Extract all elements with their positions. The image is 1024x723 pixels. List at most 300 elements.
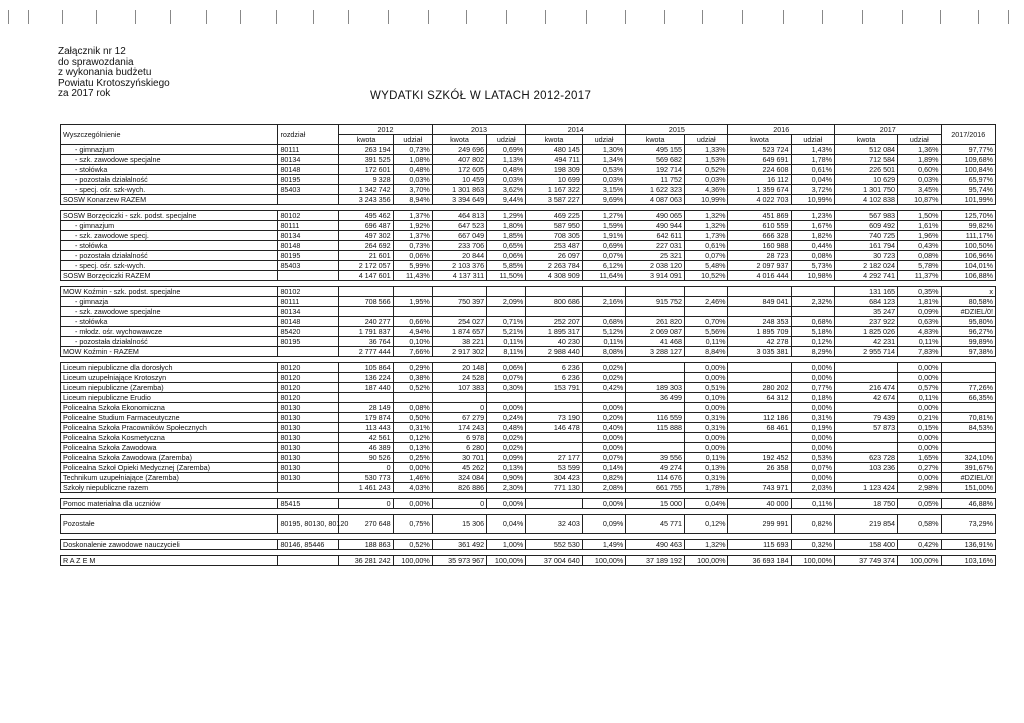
value-cell: 0,51% (685, 383, 728, 393)
value-cell: 0,29% (393, 363, 432, 373)
value-cell: 1,80% (487, 221, 526, 231)
value-cell: 6 280 (432, 443, 486, 453)
value-cell: 233 706 (432, 241, 486, 251)
value-cell: 115 693 (728, 540, 791, 550)
column-header: 2017/2016 (941, 125, 995, 145)
value-cell: 0,05% (898, 499, 941, 509)
value-cell: 57 873 (835, 423, 898, 433)
value-cell: 0,70% (685, 317, 728, 327)
value-cell: 161 794 (835, 241, 898, 251)
value-cell: 10,99% (791, 195, 834, 205)
value-cell: 6 978 (432, 433, 486, 443)
value-cell: 6,12% (582, 261, 625, 271)
value-cell: 18 750 (835, 499, 898, 509)
value-cell: 0,00% (685, 433, 728, 443)
value-cell: 100,00% (898, 556, 941, 566)
value-cell: 125,70% (941, 211, 995, 221)
table-row (61, 453, 996, 463)
table-row (61, 221, 996, 231)
row-label: Doskonalenie zawodowe nauczycieli (61, 540, 278, 550)
value-cell: 609 492 (835, 221, 898, 231)
value-cell: 2 263 784 (526, 261, 583, 271)
value-cell: 0,35% (898, 287, 941, 297)
value-cell: 2 097 937 (728, 261, 791, 271)
value-cell: 0,30% (487, 383, 526, 393)
value-cell: 8,11% (487, 347, 526, 357)
value-cell: 2,03% (791, 483, 834, 493)
value-cell: 0,04% (685, 499, 728, 509)
chapter-cell (278, 271, 339, 281)
value-cell: 10,52% (685, 271, 728, 281)
value-cell (728, 433, 791, 443)
table-row (61, 271, 996, 281)
row-label: Liceum niepubliczne dla dorosłych (61, 363, 278, 373)
value-cell: 53 599 (526, 463, 583, 473)
value-cell: 0,00% (685, 443, 728, 453)
value-cell: 6 236 (526, 363, 583, 373)
value-cell: 100,84% (941, 165, 995, 175)
table-header-years (61, 125, 996, 135)
value-cell: 136,91% (941, 540, 995, 550)
chapter-cell: 85415 (278, 499, 339, 509)
value-cell: 103,16% (941, 556, 995, 566)
value-cell: 0,00% (487, 403, 526, 413)
chapter-cell: 80130 (278, 433, 339, 443)
value-cell: 3,72% (791, 185, 834, 195)
value-cell: 0,00% (791, 443, 834, 453)
table-row (61, 383, 996, 393)
value-cell: 1 123 424 (835, 483, 898, 493)
row-label: SOSW Borzęciczki - szk. podst. specjalne (61, 211, 278, 221)
value-cell: 40 230 (526, 337, 583, 347)
value-cell: 0,53% (791, 453, 834, 463)
value-cell: 4 308 909 (526, 271, 583, 281)
header-line: Załącznik nr 12 (58, 46, 126, 57)
value-cell (526, 393, 583, 403)
value-cell: 79 439 (835, 413, 898, 423)
value-cell: 248 353 (728, 317, 791, 327)
value-cell: 684 123 (835, 297, 898, 307)
value-cell: 0,11% (898, 337, 941, 347)
chapter-cell (278, 483, 339, 493)
value-cell: 0,00% (898, 363, 941, 373)
row-label: - pozostała działalność (61, 251, 278, 261)
value-cell: 65,97% (941, 175, 995, 185)
value-cell: 2,98% (898, 483, 941, 493)
value-cell: 252 207 (526, 317, 583, 327)
value-cell: 1,43% (791, 145, 834, 155)
value-cell (835, 473, 898, 483)
value-cell: #DZIEL/0! (941, 473, 995, 483)
value-cell: 1 301 750 (835, 185, 898, 195)
column-header: 2015 (626, 125, 728, 135)
value-cell: 1 167 322 (526, 185, 583, 195)
column-subheader: udział (487, 135, 526, 145)
value-cell (626, 287, 685, 297)
row-label: - stołówka (61, 165, 278, 175)
value-cell: 0,07% (582, 251, 625, 261)
table-row (61, 393, 996, 403)
value-cell: 490 944 (626, 221, 685, 231)
value-cell: 1,85% (487, 231, 526, 241)
value-cell: 0,13% (393, 443, 432, 453)
row-label: SOSW Konarzew RAZEM (61, 195, 278, 205)
column-header: 2012 (339, 125, 432, 135)
value-cell: 216 474 (835, 383, 898, 393)
value-cell: 0,73% (393, 145, 432, 155)
column-subheader: udział (685, 135, 728, 145)
value-cell: 3,15% (582, 185, 625, 195)
value-cell: 160 988 (728, 241, 791, 251)
value-cell: 97,77% (941, 145, 995, 155)
value-cell (728, 443, 791, 453)
value-cell: 0,27% (898, 463, 941, 473)
value-cell: 0,14% (582, 463, 625, 473)
row-label: MOW Koźmin - RAZEM (61, 347, 278, 357)
table-body (61, 145, 996, 566)
value-cell (526, 403, 583, 413)
value-cell: 0,31% (685, 473, 728, 483)
table-row (61, 211, 996, 221)
value-cell: 1,23% (791, 211, 834, 221)
value-cell: 2 103 376 (432, 261, 486, 271)
table-row (61, 261, 996, 271)
chapter-cell (278, 195, 339, 205)
value-cell: #DZIEL/0! (941, 307, 995, 317)
value-cell: 15 000 (626, 499, 685, 509)
value-cell: 0,48% (487, 165, 526, 175)
page-title: WYDATKI SZKÓŁ W LATACH 2012-2017 (370, 90, 592, 102)
value-cell: 696 487 (339, 221, 393, 231)
value-cell: 95,80% (941, 317, 995, 327)
value-cell (526, 443, 583, 453)
value-cell (941, 443, 995, 453)
value-cell: 0,00% (685, 403, 728, 413)
value-cell: 188 863 (339, 540, 393, 550)
value-cell: 0,13% (685, 463, 728, 473)
value-cell: 5,18% (791, 327, 834, 337)
table-row (61, 556, 996, 566)
column-header: rozdział (278, 125, 339, 145)
value-cell: 299 991 (728, 515, 791, 534)
value-cell: 0,00% (791, 363, 834, 373)
value-cell: 642 611 (626, 231, 685, 241)
value-cell: 497 302 (339, 231, 393, 241)
value-cell: 0,32% (791, 540, 834, 550)
value-cell: 0,00% (685, 363, 728, 373)
value-cell (728, 373, 791, 383)
value-cell: 28 723 (728, 251, 791, 261)
value-cell: 569 682 (626, 155, 685, 165)
value-cell: 116 559 (626, 413, 685, 423)
chapter-cell: 80130 (278, 463, 339, 473)
row-label: Liceum niepubliczne Erudio (61, 393, 278, 403)
value-cell: 5,48% (685, 261, 728, 271)
value-cell: 0,08% (791, 251, 834, 261)
value-cell: 4 137 311 (432, 271, 486, 281)
value-cell: 0,52% (393, 383, 432, 393)
value-cell: 42 278 (728, 337, 791, 347)
chapter-cell: 80148 (278, 317, 339, 327)
value-cell: 1 359 674 (728, 185, 791, 195)
value-cell: 610 559 (728, 221, 791, 231)
value-cell: 0,71% (487, 317, 526, 327)
value-cell: 1 874 657 (432, 327, 486, 337)
chapter-cell: 80148 (278, 165, 339, 175)
value-cell: 495 462 (339, 211, 393, 221)
value-cell: 270 648 (339, 515, 393, 534)
value-cell: 10,99% (685, 195, 728, 205)
value-cell: 0,24% (487, 413, 526, 423)
chapter-cell: 80134 (278, 231, 339, 241)
value-cell: 1 301 863 (432, 185, 486, 195)
value-cell: 743 971 (728, 483, 791, 493)
value-cell: 2,32% (791, 297, 834, 307)
table-row (61, 473, 996, 483)
value-cell: 0,13% (487, 463, 526, 473)
value-cell (626, 307, 685, 317)
value-cell: 750 397 (432, 297, 486, 307)
value-cell: 179 874 (339, 413, 393, 423)
value-cell: 0,00% (393, 463, 432, 473)
value-cell: 49 274 (626, 463, 685, 473)
column-subheader: udział (582, 135, 625, 145)
value-cell: 0,21% (898, 413, 941, 423)
value-cell: 40 000 (728, 499, 791, 509)
value-cell: 0,02% (582, 373, 625, 383)
value-cell: 189 303 (626, 383, 685, 393)
expenditure-table (60, 124, 996, 566)
value-cell (941, 363, 995, 373)
value-cell: 0,12% (685, 515, 728, 534)
value-cell (626, 403, 685, 413)
value-cell: 263 194 (339, 145, 393, 155)
row-label: - pozostała działalność (61, 175, 278, 185)
table-row (61, 337, 996, 347)
value-cell: 106,88% (941, 271, 995, 281)
value-cell: 1,32% (685, 211, 728, 221)
value-cell: 740 725 (835, 231, 898, 241)
chapter-cell: 80195, 80130, 80120 (278, 515, 339, 534)
value-cell: 9,69% (582, 195, 625, 205)
value-cell: 37 189 192 (626, 556, 685, 566)
value-cell: 5,85% (487, 261, 526, 271)
value-cell: 27 177 (526, 453, 583, 463)
value-cell (526, 287, 583, 297)
value-cell: 0,44% (791, 241, 834, 251)
value-cell: 2 172 057 (339, 261, 393, 271)
value-cell: 1 895 709 (728, 327, 791, 337)
value-cell: 0,69% (582, 241, 625, 251)
row-label: Pozostałe (61, 515, 278, 534)
value-cell: 0,03% (393, 175, 432, 185)
row-label: - pozostała działalność (61, 337, 278, 347)
value-cell: 0,04% (791, 175, 834, 185)
value-cell: 0,19% (791, 423, 834, 433)
value-cell: 2 917 302 (432, 347, 486, 357)
value-cell: 0,57% (898, 383, 941, 393)
value-cell (582, 393, 625, 403)
value-cell: 105 864 (339, 363, 393, 373)
value-cell: 0,15% (898, 423, 941, 433)
value-cell: 3 288 127 (626, 347, 685, 357)
value-cell: 45 771 (626, 515, 685, 534)
header-line: za 2017 rok (58, 88, 111, 99)
value-cell: 97,38% (941, 347, 995, 357)
value-cell: 800 686 (526, 297, 583, 307)
value-cell: 3 394 649 (432, 195, 486, 205)
value-cell: 0,52% (685, 165, 728, 175)
value-cell (835, 373, 898, 383)
value-cell: 100,00% (791, 556, 834, 566)
value-cell: 254 027 (432, 317, 486, 327)
chapter-cell (278, 556, 339, 566)
value-cell: 0,00% (582, 403, 625, 413)
value-cell: 5,56% (685, 327, 728, 337)
value-cell: 1,34% (582, 155, 625, 165)
value-cell: 708 305 (526, 231, 583, 241)
table-row (61, 175, 996, 185)
value-cell: 15 306 (432, 515, 486, 534)
value-cell: 36 693 184 (728, 556, 791, 566)
value-cell: 0,48% (487, 423, 526, 433)
value-cell: 0,00% (791, 403, 834, 413)
value-cell (432, 287, 486, 297)
value-cell: 1,29% (487, 211, 526, 221)
header-line: z wykonania budżetu (58, 67, 152, 78)
value-cell: 0,08% (898, 251, 941, 261)
value-cell (728, 473, 791, 483)
value-cell: 2 988 440 (526, 347, 583, 357)
header-line: do sprawozdania (58, 56, 134, 68)
value-cell: 41 468 (626, 337, 685, 347)
value-cell: 1,37% (393, 211, 432, 221)
value-cell (393, 393, 432, 403)
value-cell: 1,32% (685, 221, 728, 231)
row-label: Policealne Studium Farmaceutyczne (61, 413, 278, 423)
value-cell: 5,12% (582, 327, 625, 337)
table-row (61, 373, 996, 383)
value-cell: 324,10% (941, 453, 995, 463)
row-label: - gimnazjum (61, 221, 278, 231)
value-cell: 0,75% (393, 515, 432, 534)
value-cell (941, 403, 995, 413)
value-cell: 0,02% (487, 443, 526, 453)
table-row (61, 463, 996, 473)
value-cell: 103 236 (835, 463, 898, 473)
value-cell: 0,77% (791, 383, 834, 393)
value-cell: 2,08% (582, 483, 625, 493)
column-header: 2013 (432, 125, 525, 135)
value-cell: 0,06% (487, 251, 526, 261)
row-label: Policealna Szkoła Ekonomiczna (61, 403, 278, 413)
value-cell: 112 186 (728, 413, 791, 423)
value-cell: 84,53% (941, 423, 995, 433)
value-cell: 24 528 (432, 373, 486, 383)
table-row (61, 540, 996, 550)
value-cell (728, 363, 791, 373)
value-cell (835, 403, 898, 413)
row-label: - szk. zawodowe specj. (61, 231, 278, 241)
value-cell: 0,31% (791, 413, 834, 423)
value-cell: 0,38% (393, 373, 432, 383)
value-cell (487, 393, 526, 403)
value-cell: 80,58% (941, 297, 995, 307)
value-cell: 100,50% (941, 241, 995, 251)
value-cell: 469 225 (526, 211, 583, 221)
value-cell: 552 530 (526, 540, 583, 550)
value-cell: 1,78% (685, 483, 728, 493)
value-cell (626, 433, 685, 443)
chapter-cell: 80120 (278, 383, 339, 393)
row-label: - specj. ośr. szk-wych. (61, 185, 278, 195)
value-cell: 67 279 (432, 413, 486, 423)
value-cell: 0 (339, 463, 393, 473)
value-cell: 11,64% (582, 271, 625, 281)
value-cell: 1,08% (393, 155, 432, 165)
value-cell: 0,00% (898, 433, 941, 443)
value-cell: 0,11% (898, 393, 941, 403)
value-cell: 0,12% (791, 337, 834, 347)
value-cell: 0,06% (393, 251, 432, 261)
value-cell: 20 844 (432, 251, 486, 261)
value-cell: 10,87% (898, 195, 941, 205)
value-cell: 1 461 243 (339, 483, 393, 493)
value-cell: 3 243 356 (339, 195, 393, 205)
value-cell (339, 307, 393, 317)
row-label: Policealna Szkoła Kosmetyczna (61, 433, 278, 443)
value-cell: 5,78% (898, 261, 941, 271)
value-cell: 0 (432, 403, 486, 413)
row-label: R A Z E M (61, 556, 278, 566)
value-cell: 0,10% (685, 393, 728, 403)
value-cell (526, 433, 583, 443)
value-cell: 96,27% (941, 327, 995, 337)
value-cell: 0,07% (791, 463, 834, 473)
value-cell: 0,31% (685, 423, 728, 433)
value-cell: 0,03% (898, 175, 941, 185)
header-line: Powiatu Krotoszyńskiego (58, 77, 170, 89)
value-cell: 4 147 601 (339, 271, 393, 281)
value-cell (487, 287, 526, 297)
value-cell: 115 888 (626, 423, 685, 433)
value-cell: 0,73% (393, 241, 432, 251)
value-cell (791, 307, 834, 317)
value-cell: 192 714 (626, 165, 685, 175)
value-cell: 490 065 (626, 211, 685, 221)
value-cell: 113 443 (339, 423, 393, 433)
value-cell: 10 699 (526, 175, 583, 185)
value-cell: 253 487 (526, 241, 583, 251)
value-cell (835, 363, 898, 373)
row-label: Technikum uzupełniające (Zaremba) (61, 473, 278, 483)
value-cell: 21 601 (339, 251, 393, 261)
value-cell: 0,11% (685, 337, 728, 347)
chapter-cell: 80111 (278, 145, 339, 155)
value-cell: 567 983 (835, 211, 898, 221)
value-cell (626, 363, 685, 373)
value-cell: 1,33% (685, 145, 728, 155)
row-label: Policealna Szkoła Pracowników Społecznych (61, 423, 278, 433)
scan-edge-marks (0, 10, 1024, 24)
chapter-cell: 85403 (278, 261, 339, 271)
value-cell: 38 221 (432, 337, 486, 347)
table-row (61, 423, 996, 433)
column-subheader: udział (791, 135, 834, 145)
value-cell: 107 383 (432, 383, 486, 393)
value-cell: 0,03% (685, 175, 728, 185)
chapter-cell: 80111 (278, 221, 339, 231)
